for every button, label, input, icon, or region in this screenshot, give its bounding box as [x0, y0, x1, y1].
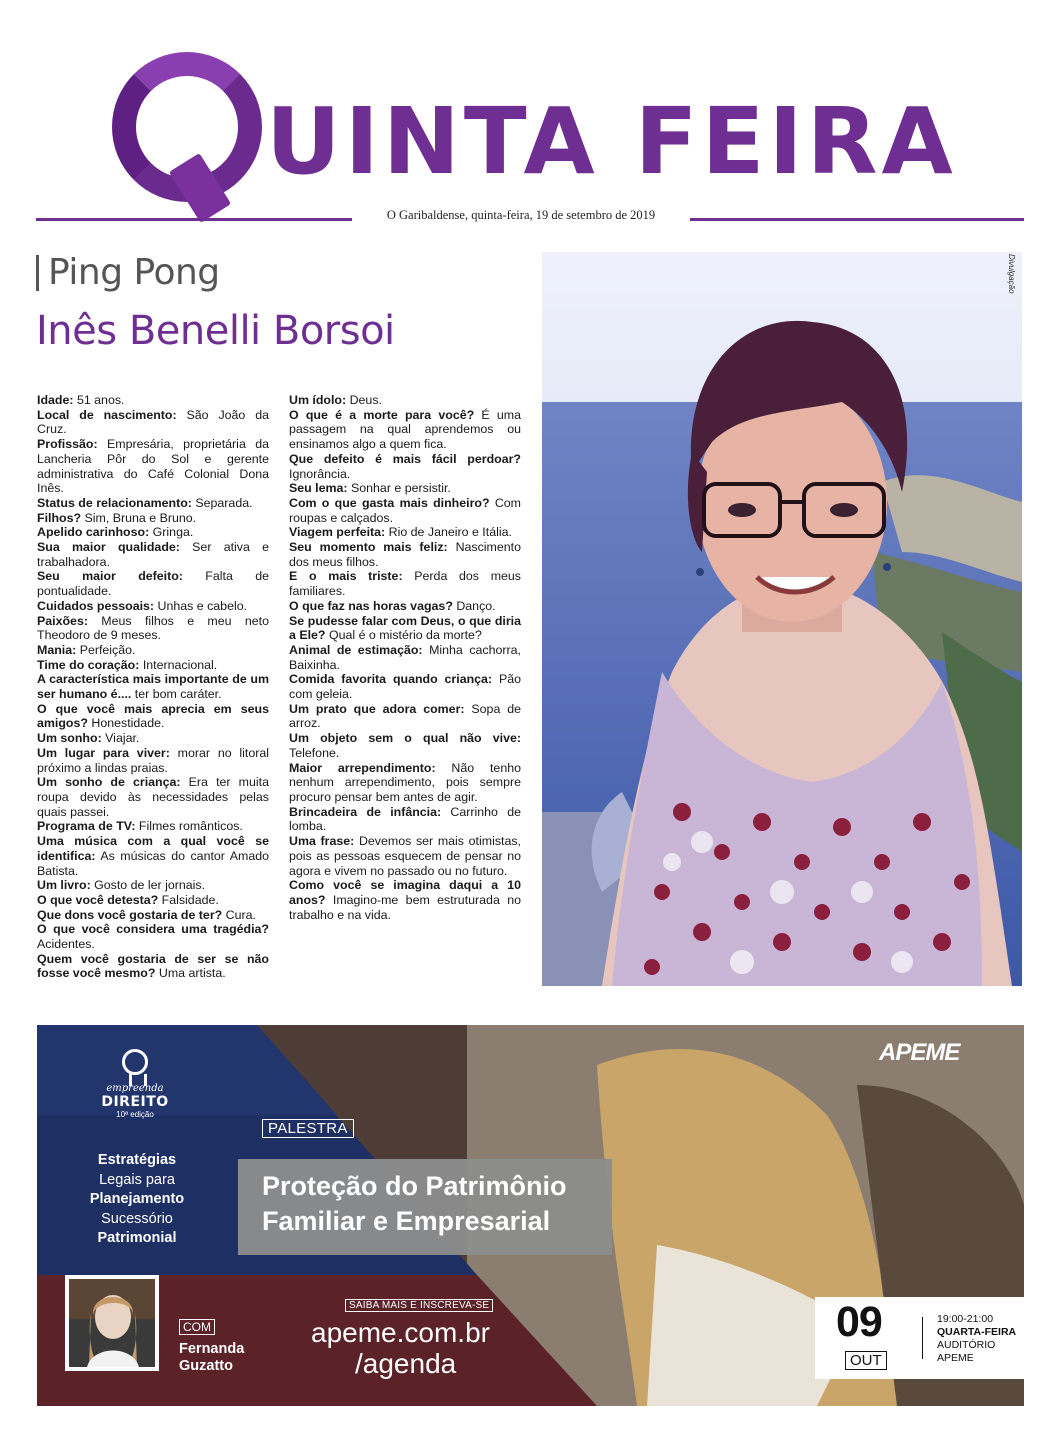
- seal-edition-text: 10ª edição: [116, 1110, 154, 1119]
- qa-item: Um prato que adora comer: Sopa de arroz.: [289, 701, 521, 731]
- qa-item: Status de relacionamento: Separada.: [37, 495, 253, 510]
- rule-left: [36, 218, 352, 221]
- speaker-name: Fernanda Guzatto: [179, 1341, 245, 1374]
- apeme-logo: APEME: [879, 1039, 960, 1066]
- qa-item: Quem você gostaria de ser se não fosse você mesmo? Uma artista.: [37, 951, 269, 981]
- qa-item: Viagem perfeita: Rio de Janeiro e Itália.: [289, 525, 512, 540]
- qa-item: Paixões: Meus filhos e meu neto Theodoro de 9 meses.: [37, 613, 269, 643]
- qa-item: O que você considera uma tragédia? Acidentes.: [37, 922, 269, 952]
- section-title: Ping Pong: [48, 252, 220, 293]
- palestra-label: PALESTRA: [262, 1119, 354, 1138]
- seal-script-text: empreenda: [106, 1083, 164, 1094]
- qa-item: Time do coração: Internacional.: [37, 657, 218, 672]
- ad-strategy-text: Estratégias Legais para Planejamento Sucessório Patrimonial: [89, 1152, 185, 1246]
- photo-credit: Divulgação: [1007, 254, 1016, 294]
- qa-item: O que você detesta? Falsidade.: [37, 892, 219, 907]
- speaker-photo: [65, 1275, 159, 1371]
- date-divider: [922, 1317, 923, 1359]
- portrait-photo: [542, 252, 1022, 986]
- qa-item: Idade: 51 anos.: [37, 393, 125, 407]
- qa-item: Uma música com a qual você se identifica: As músicas do cantor Amado Batista.: [37, 834, 269, 878]
- rule-right: [690, 218, 1024, 221]
- qa-item: O que faz nas horas vagas? Danço.: [289, 598, 496, 613]
- qa-item: Cuidados pessoais: Unhas e cabelo.: [37, 598, 248, 613]
- portrait-illustration: [542, 252, 1022, 986]
- masthead-title: UINTA FEIRA: [266, 88, 957, 195]
- event-month: OUT: [845, 1351, 887, 1370]
- ad-url[interactable]: apeme.com.br /agenda: [311, 1317, 490, 1379]
- qa-item: Um sonho de criança: Era ter muita roupa devido às necessidades pelas quais passei.: [37, 775, 269, 819]
- qa-item: Programa de TV: Filmes românticos.: [37, 819, 243, 834]
- qa-item: Se pudesse falar com Deus, o que diria a Ele? Qual é o mistério da morte?: [289, 613, 521, 643]
- qa-item: Profissão: Empresária, proprietária da Lancheria Pôr do Sol e gerente administrativa do Café Colonial Dona Inês.: [37, 437, 269, 496]
- qa-item: Com o que gasta mais dinheiro? Com roupas e calçados.: [289, 495, 521, 525]
- qa-item: Maior arrependimento: Não tenho nenhum arrependimento, pois sempre procuro pensar bem antes de agir.: [289, 760, 521, 804]
- qa-item: Um objeto sem o qual não vive: Telefone.: [289, 731, 521, 760]
- qa-item: Brincadeira de infância: Carrinho de lomba.: [289, 804, 521, 834]
- qa-item: A característica mais importante de um ser humano é.... ter bom caráter.: [37, 672, 269, 702]
- qa-item: Uma frase: Devemos ser mais otimistas, pois as pessoas esquecem de pensar no agora e vivem no passado ou no futuro.: [289, 834, 521, 878]
- qa-item: Que defeito é mais fácil perdoar? Ignorância.: [289, 451, 521, 481]
- qa-item: Um livro: Gosto de ler jornais.: [37, 878, 206, 893]
- award-ribbon-icon: [122, 1049, 148, 1075]
- interview-column-1: [37, 393, 269, 981]
- event-info: 19:00-21:00 QUARTA-FEIRA AUDITÓRIO APEME: [937, 1313, 1017, 1364]
- qa-item: Que dons você gostaria de ter? Cura.: [37, 907, 256, 922]
- qa-item: E o mais triste: Perda dos meus familiares.: [289, 569, 521, 599]
- ad-title: Proteção do Patrimônio Familiar e Empresarial: [262, 1171, 567, 1236]
- masthead: [110, 40, 980, 215]
- dateline: O Garibaldense, quinta-feira, 19 de setembro de 2019: [386, 208, 656, 222]
- qa-item: Mania: Perfeição.: [37, 642, 136, 657]
- qa-item: Um lugar para viver: morar no litoral próximo a lindas praias.: [37, 745, 269, 775]
- qa-item: O que você mais aprecia em seus amigos? Honestidade.: [37, 701, 269, 731]
- qa-item: Como você se imagina daqui a 10 anos? Imagino-me bem estruturada no trabalho e na vida.: [289, 878, 521, 922]
- saiba-mais-label: SAIBA MAIS E INSCREVA-SE: [345, 1299, 493, 1312]
- advertisement-banner: [37, 1025, 1024, 1406]
- qa-item: Sua maior qualidade: Ser ativa e trabalhadora.: [37, 540, 269, 569]
- qa-item: Comida favorita quando criança: Pão com geleia.: [289, 672, 521, 702]
- qa-item: Filhos? Sim, Bruna e Bruno.: [37, 510, 197, 525]
- empreenda-direito-seal: [99, 1049, 171, 1119]
- interview-column-2: [289, 393, 521, 922]
- qa-item: Um ídolo: Deus.: [289, 393, 382, 407]
- interviewee-name: Inês Benelli Borsoi: [36, 308, 395, 354]
- event-day: 09: [836, 1298, 882, 1346]
- qa-item: Seu maior defeito: Falta de pontualidade.: [37, 569, 269, 599]
- seal-brand-text: DIREITO: [101, 1094, 169, 1110]
- qa-item: Animal de estimação: Minha cachorra, Baixinha.: [289, 642, 521, 672]
- qa-item: Local de nascimento: São João da Cruz.: [37, 407, 269, 437]
- com-label: COM: [179, 1319, 215, 1335]
- section-marker: [36, 255, 39, 291]
- qa-item: Apelido carinhoso: Gringa.: [37, 525, 194, 540]
- qa-item: O que é a morte para você? É uma passagem na qual aprendemos ou ensinamos algo a quem fica.: [289, 407, 521, 452]
- qa-item: Um sonho: Viajar.: [37, 731, 140, 746]
- qa-item: Seu lema: Sonhar e persistir.: [289, 481, 451, 496]
- qa-item: Seu momento mais feliz: Nascimento dos meus filhos.: [289, 540, 521, 569]
